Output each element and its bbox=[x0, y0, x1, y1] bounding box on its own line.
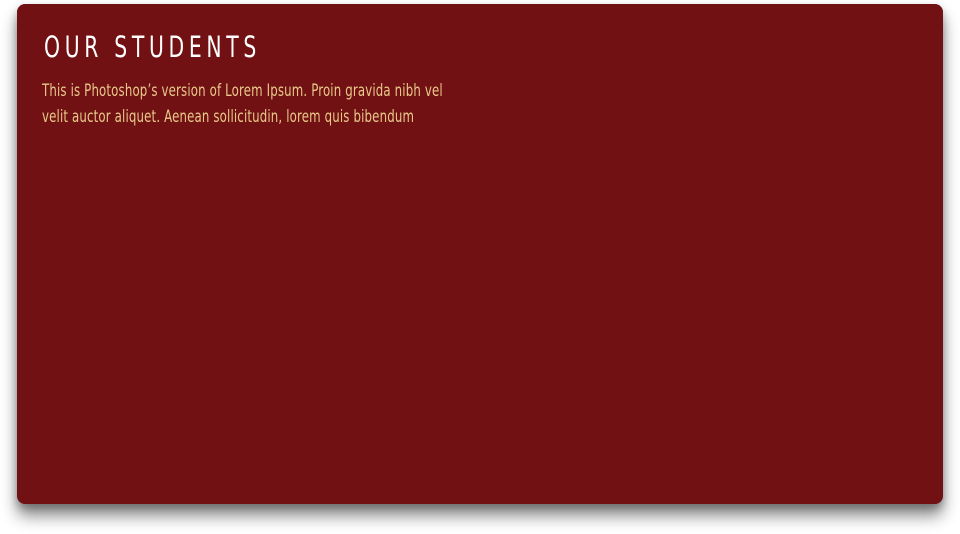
section-title: OUR STUDENTS bbox=[44, 30, 262, 64]
section-description bbox=[42, 78, 473, 130]
students-panel bbox=[17, 4, 943, 504]
description-line-1: This is Photoshop’s version of Lorem Ipsum. Proin gravida nibh vel bbox=[42, 81, 443, 101]
description-line-2: velit auctor aliquet. Aenean sollicitudin, lorem quis bibendum bbox=[42, 107, 415, 127]
